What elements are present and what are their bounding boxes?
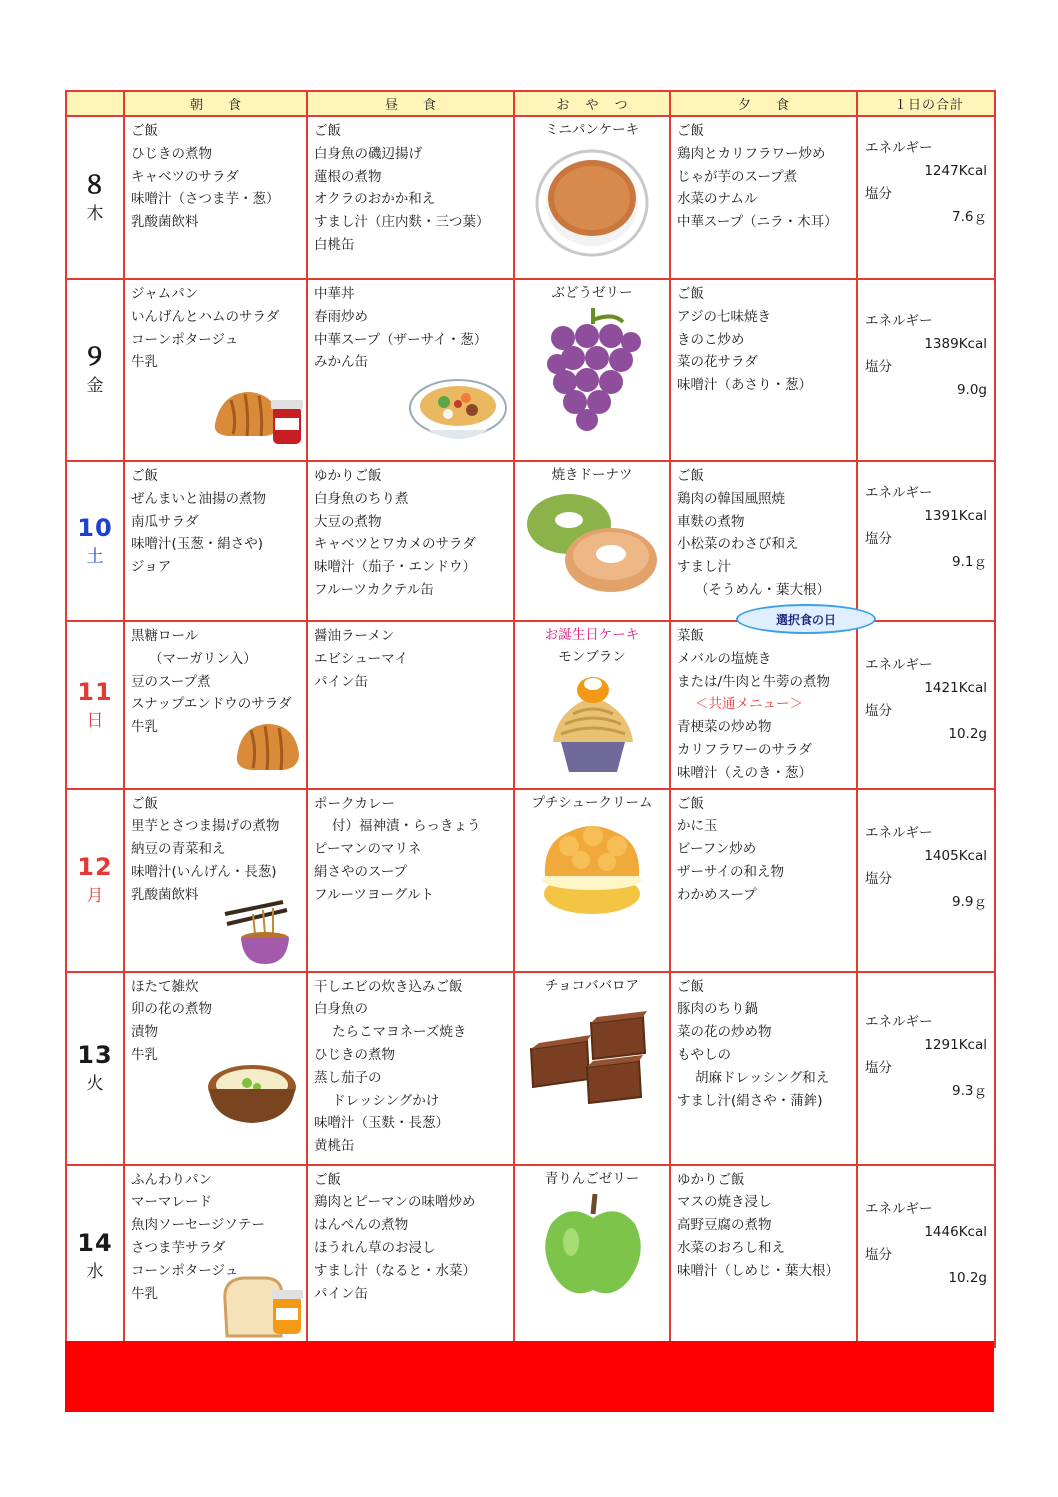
dinner-cell [670,279,857,461]
menu-item: 水菜のナムル [677,191,758,208]
day-row [66,116,995,279]
header-total: １日の合計 [857,91,995,116]
menu-item: 白桃缶 [314,236,355,253]
menu-item: ご飯 [131,795,158,812]
menu-item: 白身魚のちり煮 [314,490,409,507]
menu-item: 付）福神漬・らっきょう [332,818,481,835]
menu-item: 漬物 [131,1024,158,1041]
menu-item: 豆のスープ煮 [131,673,211,690]
energy-value: 1421Kcal [924,680,987,696]
menu-item: ご飯 [677,468,704,484]
menu-item: パイン缶 [314,673,368,690]
menu-item: ザーサイの和え物 [677,863,785,880]
snack-cell [514,1165,670,1347]
energy-value: 1446Kcal [924,1223,987,1240]
totals-cell [857,279,995,461]
day-cell [66,279,124,461]
snack-name: 青りんごゼリー [544,1170,640,1187]
menu-item: もやしの [677,1046,731,1063]
breakfast-cell [124,1165,307,1347]
snack-cell [514,461,670,621]
header-breakfast: 朝 食 [124,91,307,116]
day-weekday: 月 [86,886,104,907]
salt-label: 塩分 [865,703,892,719]
menu-item: ゆかりご飯 [314,468,382,484]
menu-item: マーマレード [131,1194,212,1211]
menu-item: ほうれん草のお浸し [314,1239,436,1256]
energy-label: エネルギー [865,1013,933,1030]
menu-item: カリフラワーのサラダ [677,741,812,758]
menu-item: 味噌汁（玉麩・長葱） [314,1115,449,1132]
donut-icon [527,490,659,594]
totals-cell [857,461,995,621]
menu-item: 中華丼 [314,286,355,302]
grape-icon [543,306,643,432]
mont-blanc-cake-icon [547,670,639,774]
menu-item: メバルの塩焼き [677,650,772,667]
menu-item: たらこマヨネーズ焼き [332,1024,467,1041]
menu-item: 鶏肉の韓国風照焼 [677,490,785,507]
salt-label: 塩分 [865,870,892,887]
salt-value: 9.3ｇ [952,1082,987,1099]
dinner-cell [670,972,857,1165]
day-weekday: 火 [86,1074,104,1095]
menu-item: 黒糖ロール [131,628,199,644]
menu-item: キャベツとワカメのサラダ [314,536,476,553]
menu-item: ひじきの煮物 [314,1046,395,1063]
day-cell [66,972,124,1165]
menu-item: ゆかりご飯 [677,1171,745,1188]
energy-label: エネルギー [865,140,933,156]
menu-item: 牛乳 [131,354,158,371]
menu-item: 絹さやのスープ [314,863,408,880]
breakfast-cell [124,461,307,621]
menu-item: ピーマンのマリネ [314,841,422,858]
green-apple-icon [541,1192,645,1300]
menu-item: わかめスープ [677,886,757,903]
header-snack: お や つ [514,91,670,116]
energy-value: 1291Kcal [924,1036,987,1053]
day-row [66,972,995,1165]
day-weekday: 木 [86,203,104,224]
chinese-rice-bowl-icon [408,376,508,446]
menu-item: ビーフン炒め [677,841,757,858]
menu-item: 中華スープ（ザーサイ・葱） [314,331,488,348]
breakfast-cell [124,789,307,972]
menu-item: 青梗菜の炒め物 [677,719,772,736]
day-number: 10 [77,514,113,542]
menu-item: フルーツカクテル缶 [314,581,434,598]
header-row [66,91,995,116]
menu-item: ご飯 [677,795,704,812]
salt-label: 塩分 [865,359,892,375]
menu-item: かに玉 [677,818,718,835]
menu-item: 蒸し茄子の [314,1069,382,1086]
header-dinner: 夕 食 [670,91,857,116]
menu-item: いんげんとハムのサラダ [131,308,280,325]
menu-item: 味噌汁（しめじ・葉大根） [677,1262,839,1279]
lunch-cell [307,1165,514,1347]
lunch-cell [307,621,514,789]
menu-item: ぜんまいと油揚の煮物 [131,490,266,507]
menu-item: すまし汁（なると・水菜） [314,1262,476,1279]
day-cell [66,621,124,789]
lunch-cell [307,789,514,972]
energy-value: 1391Kcal [924,508,987,524]
menu-item: 味噌汁（えのき・葱） [677,764,812,781]
menu-item: 小松菜のわさび和え [677,536,799,553]
menu-item: ひじきの煮物 [131,145,212,162]
breakfast-cell [124,279,307,461]
menu-item: エビシューマイ [314,650,408,667]
menu-item: みかん缶 [314,354,368,371]
menu-item: 醤油ラーメン [314,628,395,644]
menu-item: 黄桃缶 [314,1138,355,1155]
natto-bowl-icon [223,894,297,968]
menu-item: ご飯 [677,286,704,302]
menu-item: （マーガリン入） [149,650,257,667]
menu-item: 鶏肉とピーマンの味噌炒め [314,1194,476,1211]
menu-item: 味噌汁（茄子・エンドウ） [314,559,476,576]
day-number: 12 [77,853,113,882]
menu-item: じゃが芋のスープ煮 [677,168,798,185]
menu-item: 味噌汁(いんげん・長葱) [131,863,277,880]
totals-cell [857,621,995,789]
energy-value: 1405Kcal [924,847,987,864]
menu-item: 大豆の煮物 [314,513,382,530]
menu-item: 乳酸菌飲料 [131,886,199,903]
day-row [66,789,995,972]
snack-name: お誕生日ケーキ [544,627,640,643]
day-number: 11 [77,677,113,706]
menu-item: ふんわりパン [131,1171,212,1188]
energy-label: エネルギー [865,313,933,329]
menu-item: 干しエビの炊き込みご飯 [314,978,463,995]
totals-cell [857,116,995,279]
chocolate-bavarois-icon [527,1005,655,1109]
day-cell [66,116,124,279]
salt-value: 10.2g [948,726,987,742]
menu-item: 白身魚の [314,1001,368,1018]
salt-label: 塩分 [865,531,892,547]
day-row [66,1165,995,1347]
day-row [66,279,995,461]
menu-item: 味噌汁(玉葱・絹さや) [131,536,264,553]
salt-label: 塩分 [865,186,892,202]
day-number: 13 [77,1041,113,1070]
totals-cell [857,789,995,972]
menu-item: すまし汁(絹さや・蒲鉾) [677,1092,823,1109]
menu-item: 牛乳 [131,719,158,736]
menu-item: 高野豆腐の煮物 [677,1217,772,1234]
energy-label: エネルギー [865,1200,933,1217]
menu-item: 胡麻ドレッシング和え [695,1069,830,1086]
menu-item: ポークカレー [314,795,395,812]
lunch-cell [307,461,514,621]
snack-name: ミニパンケーキ [544,122,640,138]
menu-item: きのこ炒め [677,331,745,348]
header-corner [66,91,124,116]
day-number: ９ [82,343,108,371]
menu-item: ご飯 [314,123,341,139]
roll-bread-icon [233,716,303,774]
salt-value: 9.1ｇ [952,554,987,570]
menu-item: 乳酸菌飲料 [131,214,199,231]
menu-item: 蓮根の煮物 [314,168,382,185]
menu-item: スナップエンドウのサラダ [131,696,292,713]
menu-item: ご飯 [677,123,704,139]
menu-item: 菜飯 [677,628,704,644]
day-weekday: 日 [86,710,104,731]
breakfast-cell [124,116,307,279]
menu-table [65,90,996,1348]
snack-subname: モンブラン [558,649,626,665]
dinner-cell [670,621,857,789]
lunch-cell [307,279,514,461]
salt-value: 7.6ｇ [952,209,987,225]
day-row [66,621,995,789]
energy-label: エネルギー [865,657,933,673]
energy-label: エネルギー [865,485,933,501]
selection-day-badge: 選択食の日 [736,604,876,634]
menu-item: 菜の花の炒め物 [677,1024,772,1041]
menu-item: さつま芋サラダ [131,1239,226,1256]
menu-item: マスの焼き浸し [677,1194,772,1211]
menu-item: アジの七味焼き [677,308,771,325]
lunch-cell [307,972,514,1165]
snack-name: 焼きドーナツ [551,467,633,483]
menu-item: ほたて雑炊 [131,978,199,995]
dinner-cell [670,461,857,621]
snack-cell [514,789,670,972]
menu-item: すまし汁（庄内麩・三つ葉） [314,214,490,231]
day-weekday: 土 [86,547,104,567]
snack-cell [514,621,670,789]
salt-label: 塩分 [865,1246,892,1263]
menu-item: はんぺんの煮物 [314,1217,409,1234]
salt-value: 10.2g [948,1269,987,1286]
breakfast-cell [124,621,307,789]
menu-item: 白身魚の磯辺揚げ [314,145,422,162]
menu-item: パイン缶 [314,1285,368,1302]
jam-bread-icon [211,376,307,450]
lunch-cell [307,116,514,279]
day-number: 14 [77,1228,113,1257]
day-weekday: 金 [86,376,104,396]
menu-item: 中華スープ（ニラ・木耳） [677,214,838,231]
menu-item: ドレッシングかけ [332,1092,440,1109]
day-cell [66,1165,124,1347]
menu-item: 牛乳 [131,1046,158,1063]
menu-item: コーンポタージュ [131,331,239,348]
menu-item: 水菜のおろし和え [677,1239,785,1256]
energy-label: エネルギー [865,824,933,841]
salt-label: 塩分 [865,1059,892,1076]
day-cell [66,789,124,972]
menu-item: コーンポタージュ [131,1262,239,1279]
day-row [66,461,995,621]
menu-item: 南瓜サラダ [131,513,199,530]
porridge-bowl-icon [205,1057,299,1127]
dinner-cell [670,789,857,972]
energy-value: 1389Kcal [924,336,987,352]
footer-band [65,1341,994,1412]
snack-name: プチシュークリーム [531,794,653,811]
breakfast-cell [124,972,307,1165]
menu-item: ご飯 [131,123,158,139]
menu-item: ジャムパン [131,286,199,302]
menu-item: 里芋とさつま揚げの煮物 [131,818,280,835]
menu-item: 車麩の煮物 [677,513,745,530]
menu-item: 魚肉ソーセージソテー [131,1217,265,1234]
snack-cell [514,116,670,279]
menu-item: 納豆の青菜和え [131,841,226,858]
menu-item: 豚肉のちり鍋 [677,1001,758,1018]
day-number: ８ [82,170,108,199]
menu-item: ご飯 [131,468,158,484]
snack-name: ぶどうゼリー [551,285,633,301]
menu-item: または/牛肉と牛蒡の煮物 [677,673,831,690]
menu-item: フルーツヨーグルト [314,886,435,903]
snack-name: チョコババロア [544,977,640,994]
energy-value: 1247Kcal [924,163,987,179]
pancake-icon [533,145,651,257]
menu-item: 鶏肉とカリフラワー炒め [677,145,826,162]
dinner-cell [670,116,857,279]
menu-item: 卯の花の煮物 [131,1001,212,1018]
day-cell [66,461,124,621]
menu-item: キャベツのサラダ [131,168,239,185]
cream-puff-icon [537,818,647,916]
menu-item: 牛乳 [131,1285,158,1302]
day-weekday: 水 [86,1261,104,1282]
totals-cell [857,972,995,1165]
menu-item: オクラのおかか和え [314,191,436,208]
header-lunch: 昼 食 [307,91,514,116]
menu-item: ご飯 [677,978,704,995]
menu-item: 菜の花サラダ [677,354,758,371]
snack-cell [514,279,670,461]
menu-item: 味噌汁（あさり・葱） [677,377,812,394]
menu-item: 春雨炒め [314,308,368,325]
snack-cell [514,972,670,1165]
menu-item: 味噌汁（さつま芋・葱） [131,191,280,208]
menu-item: すまし汁 [677,559,731,576]
dinner-cell [670,1165,857,1347]
salt-value: 9.9ｇ [952,893,987,910]
toast-jam-icon [221,1270,307,1340]
totals-cell [857,1165,995,1347]
menu-item: ご飯 [314,1171,341,1188]
salt-value: 9.0g [956,382,987,398]
menu-item: ジョア [131,559,172,576]
common-menu-label: ＜共通メニュー＞ [695,696,803,713]
menu-item: （そうめん・葉大根） [695,581,830,598]
